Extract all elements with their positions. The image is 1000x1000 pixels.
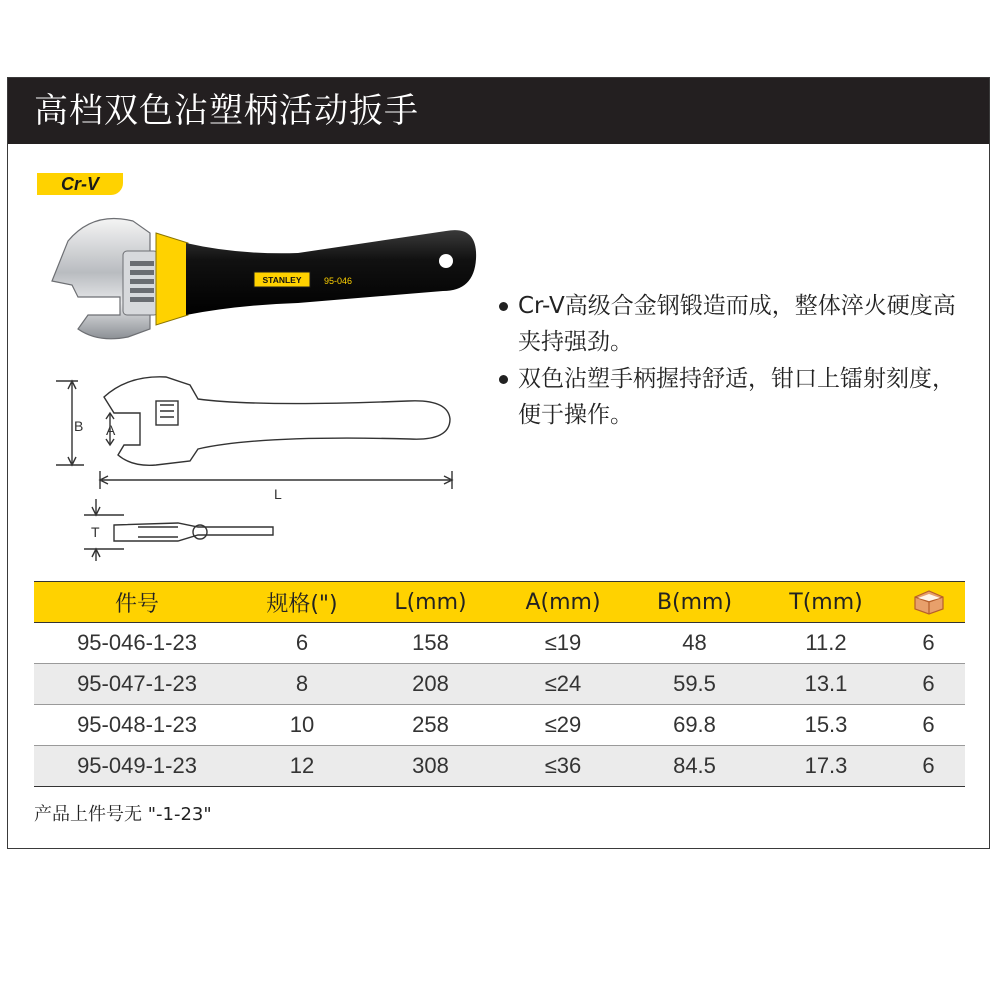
brand-text: STANLEY (262, 275, 302, 285)
footnote: 产品上件号无 "-1-23" (34, 804, 212, 825)
header-jaw-capacity: A(mm) (497, 582, 629, 623)
table-row: 95-046-1-23 6 158 ≤19 48 11.2 6 (34, 623, 965, 664)
wrench-photo (38, 211, 483, 351)
header-size: 规格(") (240, 582, 364, 623)
table-row: 95-048-1-23 10 258 ≤29 69.8 15.3 6 (34, 705, 965, 746)
table-row: 95-047-1-23 8 208 ≤24 59.5 13.1 6 (34, 664, 965, 705)
header-thickness: T(mm) (760, 582, 892, 623)
spec-table (34, 581, 965, 787)
feature-list (496, 288, 976, 434)
dimension-diagram (48, 371, 468, 561)
table-row: 95-049-1-23 12 308 ≤36 84.5 17.3 6 (34, 746, 965, 787)
feature-item: 双色沾塑手柄握持舒适，钳口上镭射刻度，便于操作。 (496, 361, 976, 433)
box-quantity-icon (912, 588, 946, 616)
header-length: L(mm) (364, 582, 497, 623)
dim-label-l: L (274, 486, 282, 502)
feature-item: Cr-V高级合金钢锻造而成，整体淬火硬度高夹持强劲。 (496, 288, 976, 360)
material-badge: Cr-V (37, 173, 123, 195)
product-card (7, 77, 990, 849)
header-head-width: B(mm) (629, 582, 760, 623)
page-title: 高档双色沾塑柄活动扳手 (8, 78, 989, 144)
model-text: 95-046 (323, 276, 353, 286)
bullet-icon (499, 375, 508, 384)
header-part-number: 件号 (34, 582, 240, 623)
dim-label-t: T (91, 524, 100, 540)
header-quantity (892, 582, 965, 623)
table-header-row (34, 582, 965, 623)
dim-label-b: B (74, 418, 84, 434)
dim-label-a: A (106, 422, 116, 438)
bullet-icon (499, 302, 508, 311)
